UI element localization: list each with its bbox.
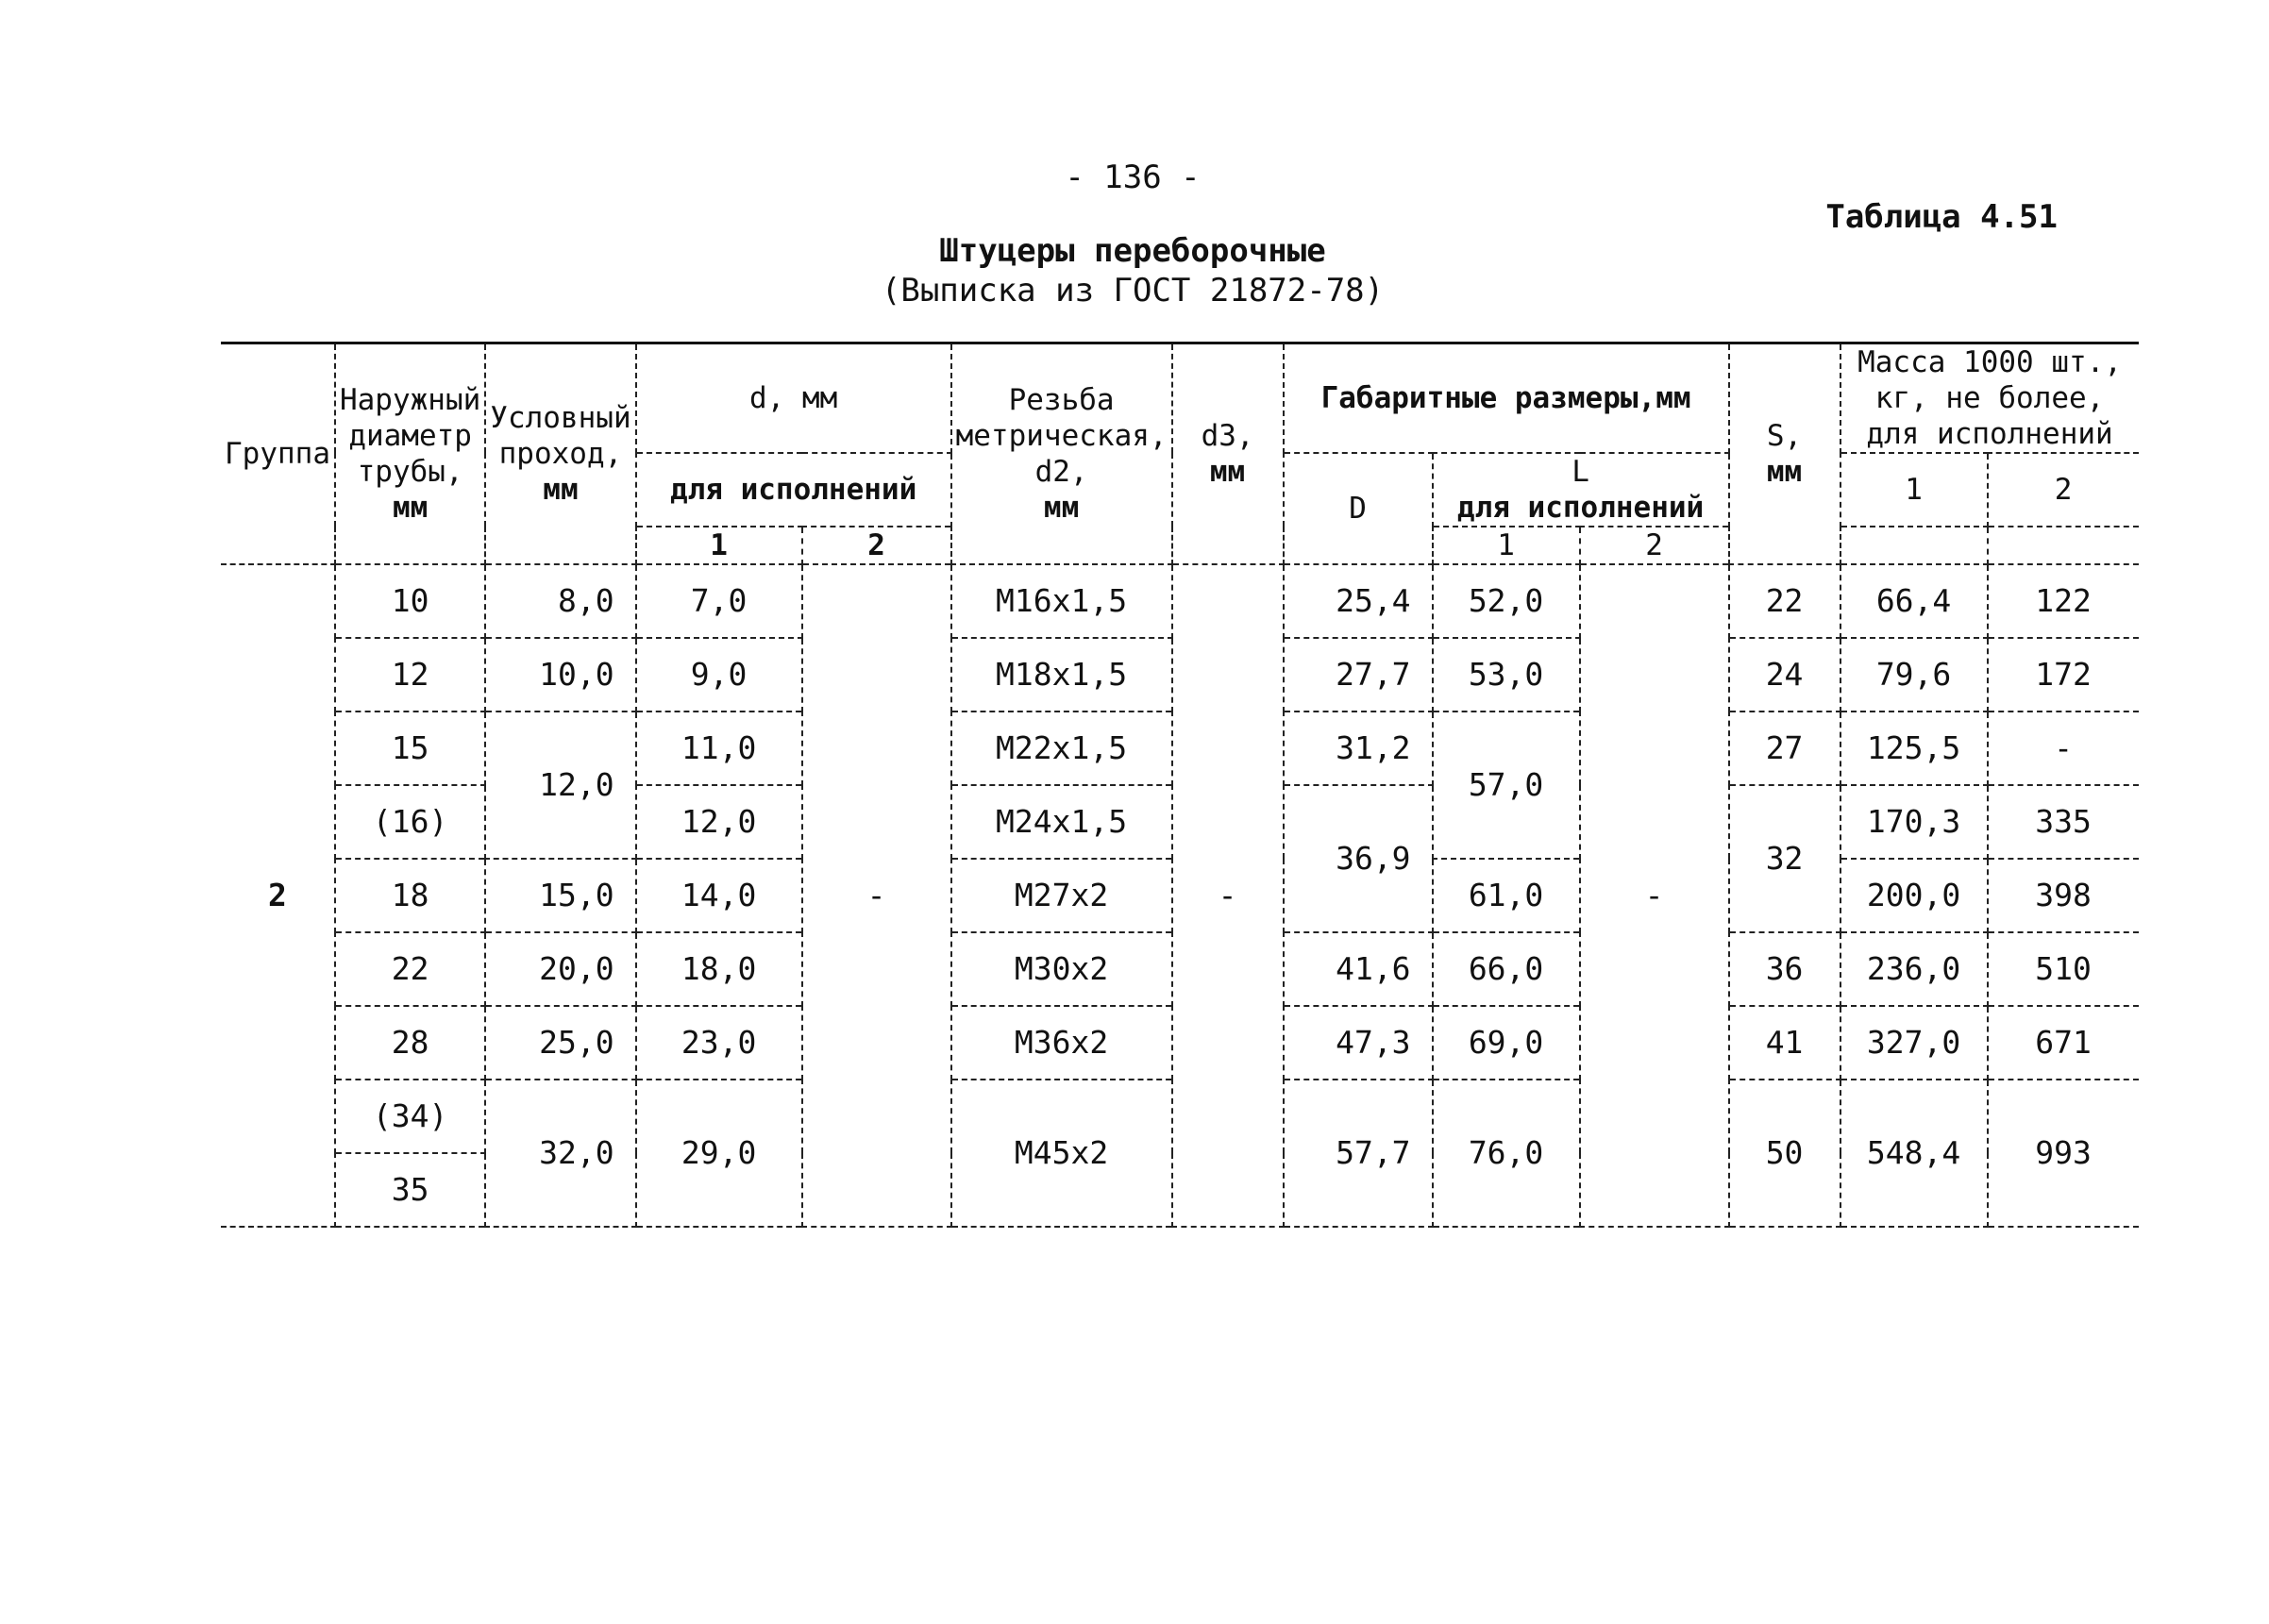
mass-v1-cell: 125,5 [1840, 712, 1988, 785]
outer-diameter-cell: (34) [335, 1080, 485, 1153]
header-mass-v2: 2 [1988, 453, 2139, 527]
mass-v1-cell: 548,4 [1840, 1080, 1988, 1227]
d1-cell: 12,0 [636, 785, 802, 859]
S-cell: 24 [1729, 638, 1840, 712]
nominal-bore-cell: 32,0 [485, 1080, 635, 1227]
group-cell: 2 [221, 564, 335, 1227]
header-d-v1: 1 [636, 527, 802, 564]
header-L: L для исполнений [1433, 453, 1729, 527]
header-thread: Резьба метрическая, d2, мм [951, 343, 1172, 565]
header-nominal-bore: Условный проход, мм [485, 343, 635, 565]
document-title: Штуцеры переборочные [939, 232, 1326, 270]
header-d-v2: 2 [802, 527, 951, 564]
outer-diameter-cell: 28 [335, 1006, 485, 1080]
mass-v2-cell: 510 [1988, 932, 2139, 1006]
document-subtitle: (Выписка из ГОСТ 21872-78) [881, 272, 1385, 310]
thread-cell: М24х1,5 [951, 785, 1172, 859]
S-cell: 27 [1729, 712, 1840, 785]
D-cell: 57,7 [1284, 1080, 1433, 1227]
outer-diameter-cell: 35 [335, 1153, 485, 1227]
thread-cell: М30х2 [951, 932, 1172, 1006]
d1-cell: 29,0 [636, 1080, 802, 1227]
header-d: d, мм [636, 343, 951, 454]
mass-v2-cell: 993 [1988, 1080, 2139, 1227]
S-cell: 22 [1729, 564, 1840, 638]
mass-v2-cell: 122 [1988, 564, 2139, 638]
header-d-versions: для исполнений [636, 453, 951, 527]
nominal-bore-cell: 12,0 [485, 712, 635, 859]
header-D: D [1284, 453, 1433, 564]
header-L-v2: 2 [1580, 527, 1729, 564]
thread-cell: М45х2 [951, 1080, 1172, 1227]
d1-cell: 11,0 [636, 712, 802, 785]
S-cell: 41 [1729, 1006, 1840, 1080]
d1-cell: 18,0 [636, 932, 802, 1006]
d3-cell: - [1172, 564, 1284, 1227]
D-cell: 41,6 [1284, 932, 1433, 1006]
header-mass: Масса 1000 шт., кг, не более, для исполнений [1840, 343, 2139, 454]
D-cell: 27,7 [1284, 638, 1433, 712]
L2-cell: - [1580, 564, 1729, 1227]
d1-cell: 23,0 [636, 1006, 802, 1080]
S-cell: 32 [1729, 785, 1840, 932]
nominal-bore-cell: 25,0 [485, 1006, 635, 1080]
thread-cell: М27х2 [951, 859, 1172, 932]
L1-cell: 61,0 [1433, 859, 1580, 932]
nominal-bore-cell: 8,0 [485, 564, 635, 638]
d1-cell: 14,0 [636, 859, 802, 932]
d1-cell: 7,0 [636, 564, 802, 638]
table-label: Таблица 4.51 [1825, 198, 2058, 236]
mass-v1-cell: 327,0 [1840, 1006, 1988, 1080]
page-number: - 136 - [1065, 159, 1201, 196]
mass-v1-cell: 236,0 [1840, 932, 1988, 1006]
mass-v1-cell: 170,3 [1840, 785, 1988, 859]
thread-cell: М18х1,5 [951, 638, 1172, 712]
header-mass-empty-2 [1988, 527, 2139, 564]
thread-cell: М36х2 [951, 1006, 1172, 1080]
L1-cell: 76,0 [1433, 1080, 1580, 1227]
D-cell: 25,4 [1284, 564, 1433, 638]
header-mass-empty-1 [1840, 527, 1988, 564]
header-L-v1: 1 [1433, 527, 1580, 564]
L1-cell: 69,0 [1433, 1006, 1580, 1080]
nominal-bore-cell: 10,0 [485, 638, 635, 712]
d2-cell: - [802, 564, 951, 1227]
mass-v1-cell: 200,0 [1840, 859, 1988, 932]
mass-v2-cell: 398 [1988, 859, 2139, 932]
outer-diameter-cell: 18 [335, 859, 485, 932]
L1-cell: 66,0 [1433, 932, 1580, 1006]
header-overall-dimensions: Габаритные размеры,мм [1284, 343, 1729, 454]
outer-diameter-cell: 12 [335, 638, 485, 712]
outer-diameter-cell: 15 [335, 712, 485, 785]
L1-cell: 57,0 [1433, 712, 1580, 859]
outer-diameter-cell: (16) [335, 785, 485, 859]
thread-cell: М16х1,5 [951, 564, 1172, 638]
thread-cell: М22х1,5 [951, 712, 1172, 785]
outer-diameter-cell: 22 [335, 932, 485, 1006]
L1-cell: 53,0 [1433, 638, 1580, 712]
header-s: S, мм [1729, 343, 1840, 565]
mass-v2-cell: 671 [1988, 1006, 2139, 1080]
outer-diameter-cell: 10 [335, 564, 485, 638]
nominal-bore-cell: 15,0 [485, 859, 635, 932]
mass-v2-cell: 172 [1988, 638, 2139, 712]
mass-v1-cell: 66,4 [1840, 564, 1988, 638]
mass-v2-cell: - [1988, 712, 2139, 785]
d1-cell: 9,0 [636, 638, 802, 712]
L1-cell: 52,0 [1433, 564, 1580, 638]
header-mass-v1: 1 [1840, 453, 1988, 527]
spec-table [221, 342, 2139, 1228]
D-cell: 36,9 [1284, 785, 1433, 932]
D-cell: 31,2 [1284, 712, 1433, 785]
mass-v1-cell: 79,6 [1840, 638, 1988, 712]
S-cell: 50 [1729, 1080, 1840, 1227]
nominal-bore-cell: 20,0 [485, 932, 635, 1006]
header-d3: d3, мм [1172, 343, 1284, 565]
header-group: Группа [221, 343, 335, 565]
S-cell: 36 [1729, 932, 1840, 1006]
mass-v2-cell: 335 [1988, 785, 2139, 859]
header-outer-diameter: Наружный диаметр трубы, мм [335, 343, 485, 565]
table-row [221, 564, 2139, 638]
D-cell: 47,3 [1284, 1006, 1433, 1080]
